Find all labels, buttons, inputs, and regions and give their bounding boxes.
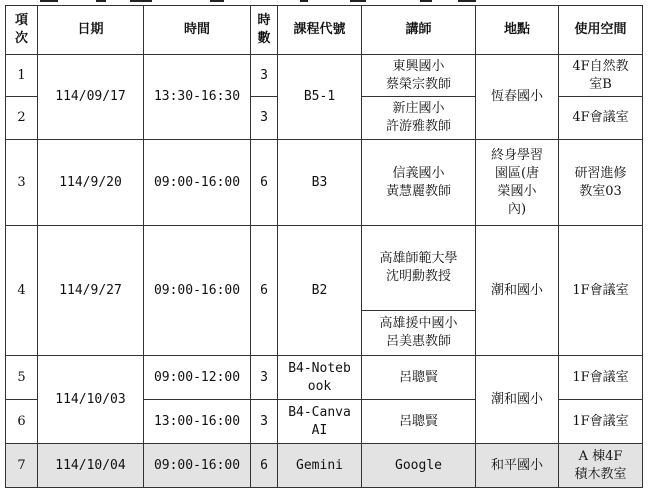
row-date: 114/9/27	[38, 226, 144, 356]
row-hours: 3	[251, 97, 278, 140]
row-time: 13:30-16:30	[144, 55, 251, 140]
row-code: Gemini	[278, 444, 362, 488]
row-date: 114/9/20	[38, 140, 144, 226]
row-hours: 6	[251, 444, 278, 488]
row-room: 4F會議室	[559, 97, 643, 140]
row-index: 3	[6, 140, 38, 226]
row-time: 09:00-16:00	[144, 140, 251, 226]
row-code: B4-Noteb ook	[278, 356, 362, 400]
row-hours: 6	[251, 140, 278, 226]
row-instructor: 呂聰賢	[362, 400, 476, 444]
row-hours: 3	[251, 356, 278, 400]
row-index: 7	[6, 444, 38, 488]
header-date: 日期	[38, 6, 144, 55]
row-instructor: 新庄國小 許游雅教師	[362, 97, 476, 140]
header-location: 地點	[476, 6, 559, 55]
row-date: 114/09/17	[38, 55, 144, 140]
table-row	[6, 356, 643, 400]
table-row-highlighted	[6, 444, 643, 488]
header-code: 課程代號	[278, 6, 362, 55]
row-index: 1	[6, 55, 38, 97]
row-time: 13:00-16:00	[144, 400, 251, 444]
row-date: 114/10/03	[38, 356, 144, 444]
row-time: 09:00-16:00	[144, 444, 251, 488]
header-instructor: 講師	[362, 6, 476, 55]
table-row	[6, 140, 643, 226]
row-room: 1F會議室	[559, 226, 643, 356]
row-location: 潮和國小	[476, 226, 559, 356]
row-instructor: 呂聰賢	[362, 356, 476, 400]
row-instructor: 高雄師範大學 沈明勳教授	[362, 226, 476, 311]
row-hours: 6	[251, 226, 278, 356]
row-code: B2	[278, 226, 362, 356]
row-location: 恆春國小	[476, 55, 559, 140]
row-index: 2	[6, 97, 38, 140]
row-code: B3	[278, 140, 362, 226]
row-location: 終身學習 園區(唐 榮國小 內)	[476, 140, 559, 226]
row-instructor: 信義國小 黃慧麗教師	[362, 140, 476, 226]
row-room: 4F自然教 室B	[559, 55, 643, 97]
table-row	[6, 226, 643, 311]
row-location: 潮和國小	[476, 356, 559, 444]
row-instructor: Google	[362, 444, 476, 488]
row-code: B4-Canva AI	[278, 400, 362, 444]
header-time: 時間	[144, 6, 251, 55]
row-instructor-second: 高雄援中國小 呂美惠教師	[362, 311, 476, 356]
row-hours: 3	[251, 55, 278, 97]
row-time: 09:00-16:00	[144, 226, 251, 356]
row-index: 5	[6, 356, 38, 400]
header-index: 項 次	[6, 6, 38, 55]
header-hours: 時 數	[251, 6, 278, 55]
row-date: 114/10/04	[38, 444, 144, 488]
row-location: 和平國小	[476, 444, 559, 488]
header-room: 使用空間	[559, 6, 643, 55]
table-row	[6, 55, 643, 97]
row-room: 1F會議室	[559, 400, 643, 444]
header-row	[6, 6, 643, 55]
row-hours: 3	[251, 400, 278, 444]
row-room: 研習進修 教室03	[559, 140, 643, 226]
row-room: 1F會議室	[559, 356, 643, 400]
row-room: A 棟4F 積木教室	[559, 444, 643, 488]
row-index: 4	[6, 226, 38, 356]
schedule-table	[5, 5, 643, 488]
row-instructor: 東興國小 蔡榮宗教師	[362, 55, 476, 97]
row-code: B5-1	[278, 55, 362, 140]
row-index: 6	[6, 400, 38, 444]
row-time: 09:00-12:00	[144, 356, 251, 400]
